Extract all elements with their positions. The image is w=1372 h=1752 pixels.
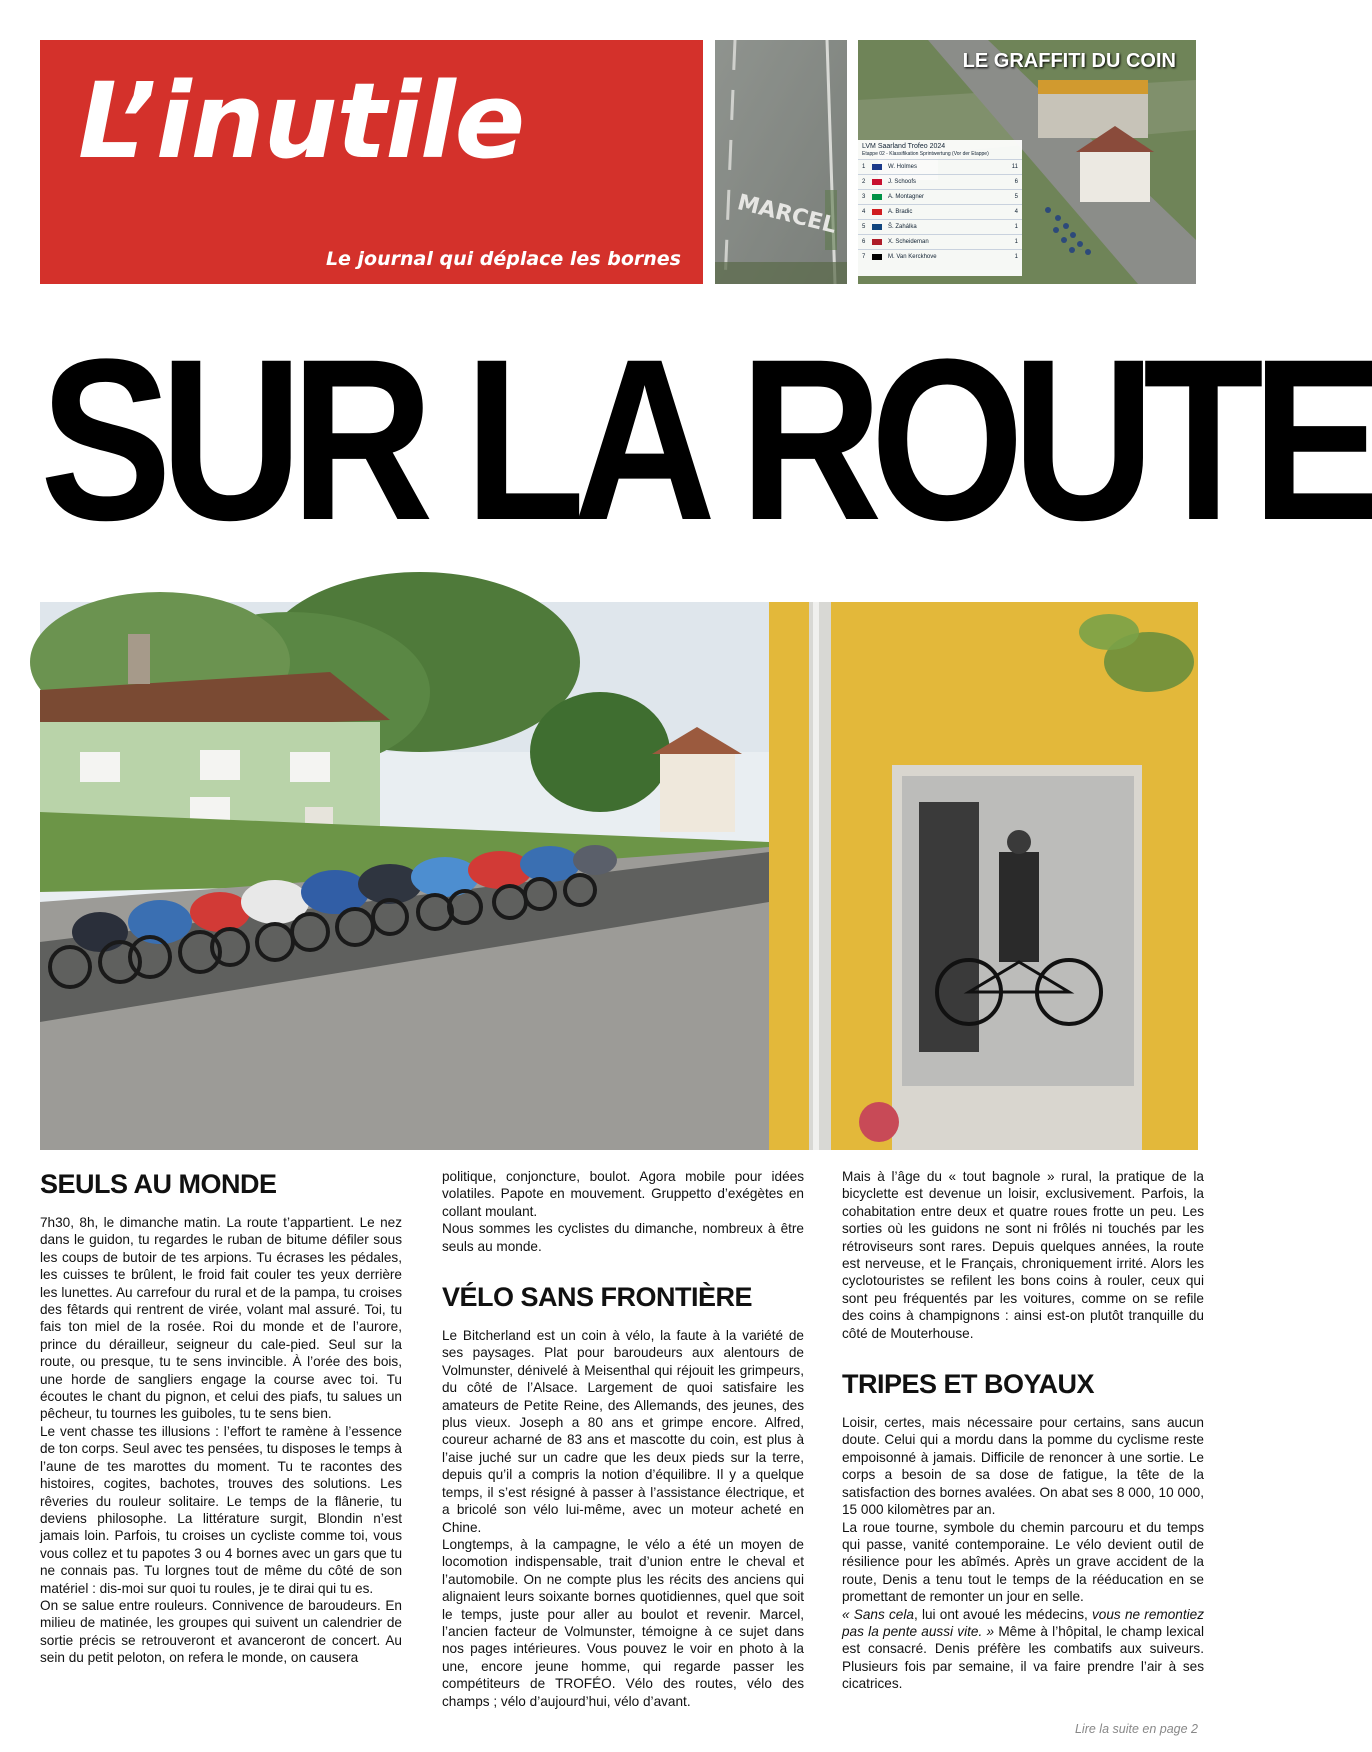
article-paragraph: Longtemps, à la campagne, le vélo a été un moyen de locomotion indispensable, trait d’union entre le cheval et l’automobile. On ne compte plus les récits des anciens qui alignaient leurs soixante bornes quotidiennes, quel que soit le temps, juste pour aller au boulot et revenir. Marcel, l’ancien facteur de Volmunster, témoigne à ce sujet dans nos pages intérieures. Vous pouvez le voir en photo à la une, encore jeune homme, qui regarde passer les compétiteurs de TROFÉO. Vélo des routes, vélo des champs ; vélo d’aujourd’hui, vélo d’avant. bbox=[442, 1536, 804, 1709]
ranking-row bbox=[858, 189, 1022, 204]
article-heading: TRIPES ET BOYAUX bbox=[842, 1369, 1095, 1400]
country-flag-icon bbox=[872, 164, 882, 170]
continued-link[interactable]: Lire la suite en page 2 bbox=[1074, 1722, 1198, 1736]
ranking-row bbox=[858, 249, 1022, 264]
ranking-row bbox=[858, 174, 1022, 189]
peloton-photo bbox=[40, 602, 769, 1150]
ranking-rider: A. Bradic bbox=[888, 209, 913, 215]
section-label-graffiti: LE GRAFFITI DU COIN bbox=[962, 50, 1176, 72]
country-flag-icon bbox=[872, 224, 882, 230]
ranking-rider: J. Schoofs bbox=[888, 179, 917, 185]
quote-fragment: vous ne remontiez pas la pente aussi vite. » bbox=[842, 1606, 1204, 1639]
road-graffiti-image bbox=[715, 40, 847, 284]
ranking-row bbox=[858, 219, 1022, 234]
quote-fragment: Même à l’hôpital, le champ lexical est consacré. Denis préfère les combatifs aux suiveurs. Plusieurs fois par semaine, il va faire prendre l’air à ses cicatrices. bbox=[842, 1623, 1204, 1692]
ranking-points: 6 bbox=[1014, 179, 1018, 185]
ranking-rider: W. Holmes bbox=[888, 164, 918, 170]
sprint-ranking-board bbox=[858, 140, 1022, 276]
marcel-poster-photo bbox=[769, 602, 1198, 1150]
ranking-points: 5 bbox=[1014, 194, 1018, 200]
ranking-table bbox=[858, 159, 1022, 264]
ranking-row bbox=[858, 234, 1022, 249]
article-paragraph: On se salue entre rouleurs. Connivence de baroudeurs. En milieu de matinée, les groupes qui suivent un calendrier de sortie précis se retrouveront et avanceront de concert. Au sein du petit peloton, on refera le monde, on causera bbox=[40, 1597, 402, 1666]
ranking-row bbox=[858, 204, 1022, 219]
peloton-image bbox=[40, 602, 769, 1150]
road-graffiti-text: MARCEL bbox=[734, 190, 839, 239]
road-graffiti-photo bbox=[715, 40, 847, 284]
newspaper-tagline: Le journal qui déplace les bornes bbox=[325, 248, 681, 270]
ranking-rank: 5 bbox=[862, 224, 866, 230]
article-heading: VÉLO SANS FRONTIÈRE bbox=[442, 1282, 753, 1313]
ranking-rider: A. Montagner bbox=[888, 194, 925, 200]
ranking-rank: 6 bbox=[862, 239, 866, 245]
country-flag-icon bbox=[872, 239, 882, 245]
article-paragraph: Mais à l’âge du « tout bagnole » rural, la pratique de la bicyclette est devenue un loisir, exclusivement. Parfois, la cohabitation entre deux et quatre roues frotte un peu. Les sorties où les guidons ne sont ni frôlés ni touchés par les rétroviseurs sont rares. Depuis quelques années, la route est nerveuse, et le Français, chroniquement irrité. Alors les cyclotouristes se refilent les bons coins à rouler, ceux qui sont peu fréquentés par les voitures, comme on se refile des coins à champignons : ainsi est-on plutôt tranquille du côté de Mouterhouse. bbox=[842, 1169, 1204, 1341]
ranking-points: 1 bbox=[1014, 254, 1018, 260]
ranking-rank: 1 bbox=[862, 164, 866, 170]
article-paragraph: Nous sommes les cyclistes du dimanche, nombreux à être seuls au monde. bbox=[442, 1221, 804, 1254]
marcel-poster-image bbox=[769, 602, 1198, 1150]
ranking-subtitle: Etappe 02 - Klassifikation Sprintwertung (Vor der Etappe) bbox=[862, 151, 989, 157]
country-flag-icon bbox=[872, 179, 882, 185]
ranking-points: 11 bbox=[1011, 164, 1018, 170]
ranking-rank: 2 bbox=[862, 179, 866, 185]
aerial-race-photo bbox=[858, 40, 1196, 284]
ranking-rider: Š. Zahálka bbox=[888, 224, 917, 230]
article-paragraph: 7h30, 8h, le dimanche matin. La route t’appartient. Le nez dans le guidon, tu regardes le ruban de bitume défiler sous les coups de butoir de tes arpions. Tu écrases les pédales, les cuisses te brûlent, le froid fait couler tes yeux derrière les lunettes. Au carrefour du rural et de la pampa, tu croises des fêtards qui rentrent de virée, volant mal assuré. Toi, tu fais ton miel de la rosée. Roi du monde et de l’aurore, prince du dérailleur, seigneur du cale-pied. Seul sur la route, ou presque, tu te sens invincible. À l’orée des bois, une horde de sangliers engage la course avec toi. Tu écoutes le chant du pignon, et celui des piafs, tu salues un pêcheur, tu tournes les guiboles, tu te sens bien. bbox=[40, 1215, 402, 1422]
headline bbox=[40, 311, 1372, 568]
article-seuls-au-monde bbox=[40, 1168, 402, 1667]
ranking-rider: M. Van Kerckhove bbox=[888, 254, 937, 260]
article-velo-sans-frontiere bbox=[442, 1168, 804, 1710]
article-paragraph: politique, conjoncture, boulot. Agora mobile pour idées volatiles. Papote en mouvement. Gruppetto d’exégètes en collant moulant. bbox=[442, 1169, 804, 1219]
article-paragraph: Le vent chasse tes illusions : l’effort te ramène à l’essence de ton corps. Seul avec tes pensées, tu disposes le temps à l’aune de tes marottes du moment. Tu te racontes des histoires, cogites, bachotes, trouves des solutions. Les rêveries du rouleur solitaire. Le temps de la flânerie, tu deviens philosophe. La littérature surgit, Blondin n’est jamais loin. Parfois, tu croises un cycliste comme toi, vous vous collez et tu papotes 3 ou 4 bornes avec un gars que tu ne connais pas. Tu lorgnes tout de même du côté de son matériel : dis-moi sur quoi tu roules, je te dirai qui tu es. bbox=[40, 1423, 402, 1596]
country-flag-icon bbox=[872, 254, 882, 260]
masthead bbox=[40, 40, 703, 284]
article-paragraph: Le Bitcherland est un coin à vélo, la faute à la variété de ses paysages. Plat pour baroudeurs aux alentours de Volmunster, dénivelé à Meisenthal qui réjouit les grimpeurs, du côté de l’Alsace. Largement de quoi satisfaire les amateurs de Petite Reine, des Allemands, des jeunes, des plus vieux. Joseph a 80 ans et grimpe encore. Alfred, coureur acharné de 83 ans et mascotte du coin, est plus à l’aise juché sur un cadre que les deux pieds sur la terre, depuis qu’il a compris la notion d’équilibre. Il y a quelque temps, il s’est résigné à passer à l’assistance électrique, et a bricolé son vélo lui-même, avec un moteur acheté en Chine. bbox=[442, 1328, 804, 1535]
ranking-rider: X. Scheideman bbox=[888, 239, 929, 245]
ranking-rank: 4 bbox=[862, 209, 866, 215]
ranking-title: LVM Saarland Trofeo 2024 bbox=[862, 143, 946, 150]
headline-text: SUR LA ROUTE bbox=[40, 311, 1372, 568]
quote-fragment: , lui ont avoué les médecins, bbox=[913, 1606, 1092, 1622]
ranking-points: 4 bbox=[1014, 209, 1018, 215]
country-flag-icon bbox=[872, 209, 882, 215]
ranking-points: 1 bbox=[1014, 224, 1018, 230]
article-paragraph: Loisir, certes, mais nécessaire pour certains, sans aucun doute. Celui qui a mordu dans la pomme du cyclisme reste empoisonné à jamais. Difficile de renoncer à une sortie. Le corps a besoin de sa dose de fatigue, la tête de la satisfaction des bornes avalées. On abat ses 8 000, 10 000, 15 000 kilomètres par an. bbox=[842, 1415, 1204, 1518]
quote-fragment: « Sans cela bbox=[842, 1606, 914, 1622]
ranking-row bbox=[858, 159, 1022, 174]
article-paragraph bbox=[842, 1606, 1204, 1693]
ranking-rank: 7 bbox=[862, 254, 866, 260]
ranking-rank: 3 bbox=[862, 194, 866, 200]
article-heading: SEULS AU MONDE bbox=[40, 1169, 277, 1199]
country-flag-icon bbox=[872, 194, 882, 200]
ranking-points: 1 bbox=[1014, 239, 1018, 245]
newspaper-title: L’inutile bbox=[78, 60, 525, 182]
article-paragraph: La roue tourne, symbole du chemin parcouru et du temps qui passe, vanité contemporaine. Le vélo devient outil de résilience pour les abîmés. Après un grave accident de la route, Denis a tenu tout le temps de la rééducation en se promettant de remonter un jour en selle. bbox=[842, 1519, 1204, 1605]
article-tripes-et-boyaux bbox=[842, 1168, 1204, 1693]
